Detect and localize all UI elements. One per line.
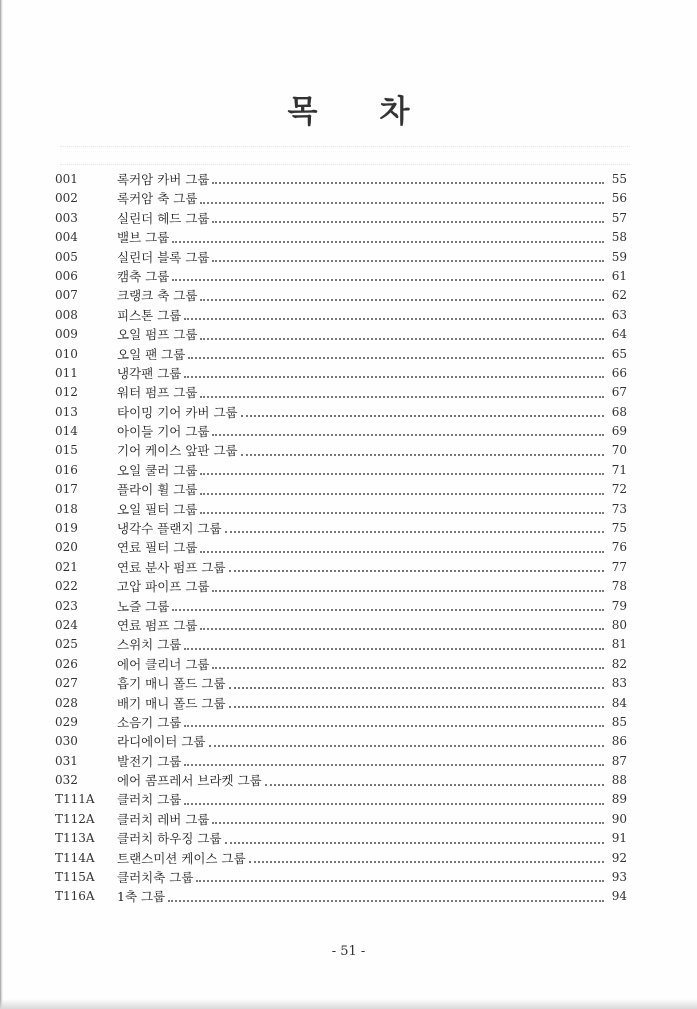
toc-entry-code: 017: [55, 482, 78, 497]
dot-leader: [184, 375, 604, 378]
toc-entry-page-number: 66: [611, 365, 627, 380]
title-char-2: 차: [379, 94, 410, 130]
toc-entry-title: 냉각팬 그룹: [117, 365, 182, 381]
toc-entry: [55, 403, 627, 422]
toc-entry: [55, 752, 627, 771]
toc-entry: [55, 713, 627, 732]
toc-entry-code: 007: [55, 288, 78, 303]
toc-entry-page-number: 89: [611, 792, 627, 807]
toc-entry-title: 밸브 그룹: [117, 230, 170, 246]
toc-entry: [55, 577, 627, 596]
toc-entry-title: 연료 펌프 그룹: [117, 617, 198, 633]
toc-entry-code: 003: [55, 210, 78, 225]
dot-leader: [200, 492, 604, 495]
toc-entry-code: 015: [55, 443, 78, 458]
toc-entry-code: 032: [55, 773, 78, 788]
toc-entry-code: 027: [55, 676, 78, 691]
toc-entry-page-number: 85: [611, 714, 627, 729]
toc-entry-page-number: 57: [611, 210, 627, 225]
dot-leader: [249, 860, 604, 863]
dot-leader: [196, 879, 604, 882]
toc-entry-page-number: 81: [611, 637, 627, 652]
toc-entry-code: 024: [55, 617, 78, 632]
toc-entry: [55, 732, 627, 751]
toc-entry-title: 피스톤 그룹: [117, 307, 182, 323]
toc-entry-page-number: 84: [611, 695, 627, 710]
toc-entry-title: 오일 필터 그룹: [117, 501, 198, 517]
toc-entry-title: 클러치 레버 그룹: [117, 811, 210, 827]
page-title: [0, 86, 697, 131]
dot-leader: [172, 240, 604, 243]
title-char-1: 목: [287, 94, 318, 130]
toc-entry-page-number: 68: [611, 404, 627, 419]
toc-entry-code: 006: [55, 268, 78, 283]
toc-entry-title: 오일 팬 그룹: [117, 346, 186, 362]
toc-entry-code: 016: [55, 462, 78, 477]
toc-entry-code: T114A: [55, 850, 95, 865]
toc-entry: [55, 849, 627, 868]
dot-leader: [172, 278, 604, 281]
dot-leader: [225, 841, 604, 844]
toc-entry-page-number: 82: [611, 656, 627, 671]
toc-entry-title: 스위치 그룹: [117, 637, 182, 653]
toc-entry-title: 에어 콤프레서 브라켓 그룹: [117, 773, 262, 789]
dot-leader: [200, 337, 604, 340]
toc-entry-page-number: 67: [611, 385, 627, 400]
toc-entry: [55, 829, 627, 848]
toc-entry: [55, 306, 627, 325]
toc-entry-title: 클러치 하우징 그룹: [117, 831, 222, 847]
dot-leader: [212, 666, 604, 669]
toc-entry-title: 실린더 헤드 그룹: [117, 210, 210, 226]
toc-entry-page-number: 64: [611, 327, 627, 342]
toc-entry: [55, 538, 627, 557]
dot-leader: [265, 783, 604, 786]
dot-leader: [188, 356, 604, 359]
dot-leader: [184, 647, 604, 650]
toc-entry: [55, 674, 627, 693]
toc-entry-title: 고압 파이프 그룹: [117, 579, 210, 595]
toc-entry-title: 에어 클리너 그룹: [117, 656, 210, 672]
toc-entry: [55, 170, 627, 189]
toc-entry-page-number: 62: [611, 288, 627, 303]
toc-entry-title: 배기 매니 폴드 그룹: [117, 695, 226, 711]
toc-entry-page-number: 70: [611, 443, 627, 458]
dot-leader: [184, 763, 604, 766]
toc-entry-title: 캠축 그룹: [117, 268, 170, 284]
toc-entry-code: 005: [55, 249, 78, 264]
toc-entry-title: 타이밍 기어 카버 그룹: [117, 404, 238, 420]
toc-entry-code: 030: [55, 734, 78, 749]
toc-entry: [55, 887, 627, 906]
dot-leader: [212, 181, 604, 184]
toc-entry-page-number: 59: [611, 249, 627, 264]
toc-entry-page-number: 56: [611, 191, 627, 206]
toc-entry: [55, 286, 627, 305]
toc-entry-code: T116A: [55, 889, 95, 904]
dot-leader: [200, 550, 604, 553]
dot-leader: [241, 453, 604, 456]
dot-leader: [200, 627, 604, 630]
toc-entry-title: 기어 케이스 앞판 그룹: [117, 443, 238, 459]
toc-entry: [55, 791, 627, 810]
toc-entry-code: T111A: [55, 792, 95, 807]
toc-entry-page-number: 58: [611, 230, 627, 245]
toc-entry-title: 아이들 기어 그룹: [117, 424, 210, 440]
toc-entry: [55, 461, 627, 480]
toc-entry-title: 1축 그룹: [117, 889, 166, 905]
toc-entry: [55, 267, 627, 286]
toc-entry-code: 001: [55, 171, 78, 186]
toc-entry-page-number: 90: [611, 811, 627, 826]
toc-entry-title: 실린더 블록 그룹: [117, 249, 210, 265]
toc-entry-page-number: 91: [611, 831, 627, 846]
toc-entry-code: 021: [55, 559, 78, 574]
toc-entry: [55, 325, 627, 344]
toc-entry-page-number: 87: [611, 753, 627, 768]
dot-leader: [184, 802, 604, 805]
dot-leader: [225, 530, 604, 533]
toc-entry-code: 013: [55, 404, 78, 419]
toc-entry-title: 워터 펌프 그룹: [117, 385, 198, 401]
toc-entry-page-number: 73: [611, 501, 627, 516]
dot-leader: [200, 395, 604, 398]
toc-entry: [55, 655, 627, 674]
toc-entry-code: 019: [55, 521, 78, 536]
toc-entry-page-number: 92: [611, 850, 627, 865]
toc-entry-code: 026: [55, 656, 78, 671]
toc-entry-title: 노즐 그룹: [117, 598, 170, 614]
toc-entry: [55, 364, 627, 383]
toc-entry: [55, 810, 627, 829]
toc-entry-page-number: 78: [611, 579, 627, 594]
dot-leader: [229, 705, 604, 708]
toc-entry: [55, 209, 627, 228]
dot-leader: [229, 569, 604, 572]
toc-entry-code: 010: [55, 346, 78, 361]
toc-entry-page-number: 93: [611, 870, 627, 885]
toc-entry-title: 클러치축 그룹: [117, 870, 194, 886]
toc-entry: [55, 616, 627, 635]
toc-entry-code: 011: [55, 365, 78, 380]
toc-entry-title: 발전기 그룹: [117, 753, 182, 769]
toc-entry-page-number: 61: [611, 268, 627, 283]
dot-leader: [212, 220, 604, 223]
toc-entry-page-number: 83: [611, 676, 627, 691]
toc-entry: [55, 868, 627, 887]
toc-entry-title: 록커암 축 그룹: [117, 191, 198, 207]
toc-entry-page-number: 76: [611, 540, 627, 555]
dot-leader: [212, 589, 604, 592]
toc-entry: [55, 248, 627, 267]
toc-entry: [55, 558, 627, 577]
toc-entry: [55, 383, 627, 402]
toc-entry: [55, 228, 627, 247]
page-number: - 51 -: [331, 944, 366, 959]
dot-leader: [212, 259, 604, 262]
toc-entry: [55, 345, 627, 364]
dot-leader: [184, 317, 604, 320]
toc-entry-code: 029: [55, 714, 78, 729]
dot-leader: [200, 511, 604, 514]
dot-leader: [168, 899, 604, 902]
bleed-through-line: [60, 130, 630, 147]
toc-entry-title: 오일 쿨러 그룹: [117, 462, 198, 478]
toc-entry-title: 연료 분사 펌프 그룹: [117, 559, 226, 575]
toc-entry-code: 022: [55, 579, 78, 594]
toc-entry-page-number: 55: [611, 171, 627, 186]
toc-entry: [55, 635, 627, 654]
bleed-through-line: [60, 148, 630, 165]
toc-entry-code: 012: [55, 385, 78, 400]
toc-entry-page-number: 79: [611, 598, 627, 613]
toc-entry-code: 028: [55, 695, 78, 710]
toc-entry-code: T113A: [55, 831, 95, 846]
toc-entry: [55, 422, 627, 441]
toc-entry-title: 라디에이터 그룹: [117, 734, 206, 750]
toc-entry-title: 플라이 휠 그룹: [117, 482, 198, 498]
toc-entry-code: 004: [55, 230, 78, 245]
toc-entry: [55, 694, 627, 713]
toc-entry-page-number: 94: [611, 889, 627, 904]
toc-entry: [55, 597, 627, 616]
dot-leader: [172, 608, 604, 611]
toc-entry-page-number: 72: [611, 482, 627, 497]
toc-entry-code: T115A: [55, 870, 95, 885]
toc-entry-title: 소음기 그룹: [117, 714, 182, 730]
toc-entry-code: 009: [55, 327, 78, 342]
dot-leader: [209, 744, 605, 747]
dot-leader: [241, 414, 604, 417]
toc-entry-page-number: 69: [611, 424, 627, 439]
dot-leader: [200, 472, 604, 475]
toc-entry-page-number: 71: [611, 462, 627, 477]
toc-entry-title: 크랭크 축 그룹: [117, 288, 198, 304]
toc-entry-code: 014: [55, 424, 78, 439]
toc-entry: [55, 771, 627, 790]
toc-entry: [55, 500, 627, 519]
toc-entry-title: 흡기 매니 폴드 그룹: [117, 676, 226, 692]
toc-entry: [55, 480, 627, 499]
toc-entry-page-number: 80: [611, 617, 627, 632]
dot-leader: [229, 686, 604, 689]
toc-entry-code: T112A: [55, 811, 95, 826]
toc-entry-title: 록커암 카버 그룹: [117, 171, 210, 187]
toc-entry-code: 025: [55, 637, 78, 652]
toc-entry-code: 002: [55, 191, 78, 206]
toc-entry: [55, 189, 627, 208]
toc-entry-title: 냉각수 플랜지 그룹: [117, 521, 222, 537]
toc-entry-title: 오일 펌프 그룹: [117, 327, 198, 343]
toc-entry-page-number: 88: [611, 773, 627, 788]
toc-entry-code: 008: [55, 307, 78, 322]
toc-entry-page-number: 77: [611, 559, 627, 574]
dot-leader: [184, 724, 604, 727]
dot-leader: [200, 201, 604, 204]
table-of-contents: [55, 170, 627, 907]
toc-entry-page-number: 75: [611, 521, 627, 536]
toc-entry-title: 연료 필터 그룹: [117, 540, 198, 556]
toc-entry-title: 클러치 그룹: [117, 792, 182, 808]
toc-entry: [55, 441, 627, 460]
toc-entry-page-number: 63: [611, 307, 627, 322]
toc-entry-page-number: 65: [611, 346, 627, 361]
dot-leader: [212, 433, 604, 436]
toc-entry-code: 031: [55, 753, 78, 768]
toc-entry-code: 020: [55, 540, 78, 555]
dot-leader: [200, 298, 604, 301]
dot-leader: [212, 821, 604, 824]
toc-entry-code: 018: [55, 501, 78, 516]
toc-entry-page-number: 86: [611, 734, 627, 749]
toc-entry-title: 트랜스미션 케이스 그룹: [117, 850, 246, 866]
toc-entry: [55, 519, 627, 538]
toc-entry-code: 023: [55, 598, 78, 613]
